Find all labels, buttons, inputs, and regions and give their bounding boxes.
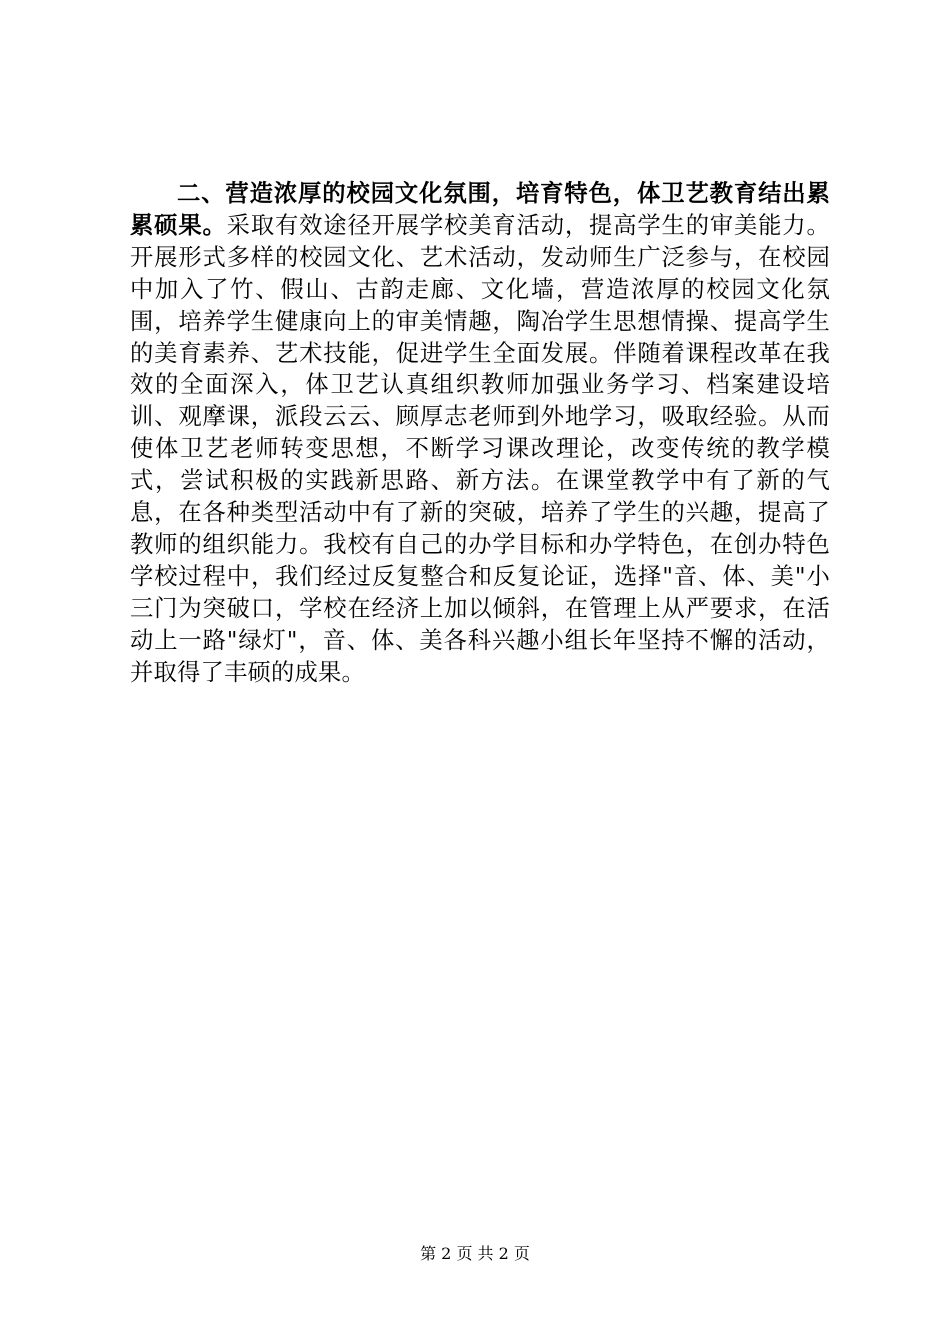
paragraph-text: 采取有效途径开展学校美育活动，提高学生的审美能力。开展形式多样的校园文化、艺术活动，发动师生广泛参与，在校园中加入了竹、假山、古韵走廊、文化墙，营造浓厚的校园文化氛围，培养学生健康向上的审美情趣，陶冶学生思想情操、提高学生的美育素养、艺术技能，促进学生全面发展。伴随着课程改革在我效的全面深入，体卫艺认真组织教师加强业务学习、档案建设培训、观摩课，派段云云、顾厚志老师到外地学习，吸取经验。从而使体卫艺老师转变思想，不断学习课改理论，改变传统的教学模式，尝试积极的实践新思路、新方法。在课堂教学中有了新的气息，在各种类型活动中有了新的突破，培养了学生的兴趣，提高了教师的组织能力。我校有自己的办学目标和办学特色，在创办特色学校过程中，我们经过反复整合和反复论证，选择"音、体、美"小三门为突破口，学校在经济上加以倾斜，在管理上从严要求，在活动上一路"绿灯"，音、体、美各科兴趣小组长年坚持不懈的活动，并取得了丰硕的成果。 — [130, 211, 831, 686]
page-number-footer: 第 2 页 共 2 页 — [420, 1244, 530, 1263]
body-paragraph — [130, 178, 830, 689]
section-heading: 二、营造浓厚的校园文化氛围，培育特色，体卫艺教育结出累累硕果。 — [130, 180, 830, 239]
